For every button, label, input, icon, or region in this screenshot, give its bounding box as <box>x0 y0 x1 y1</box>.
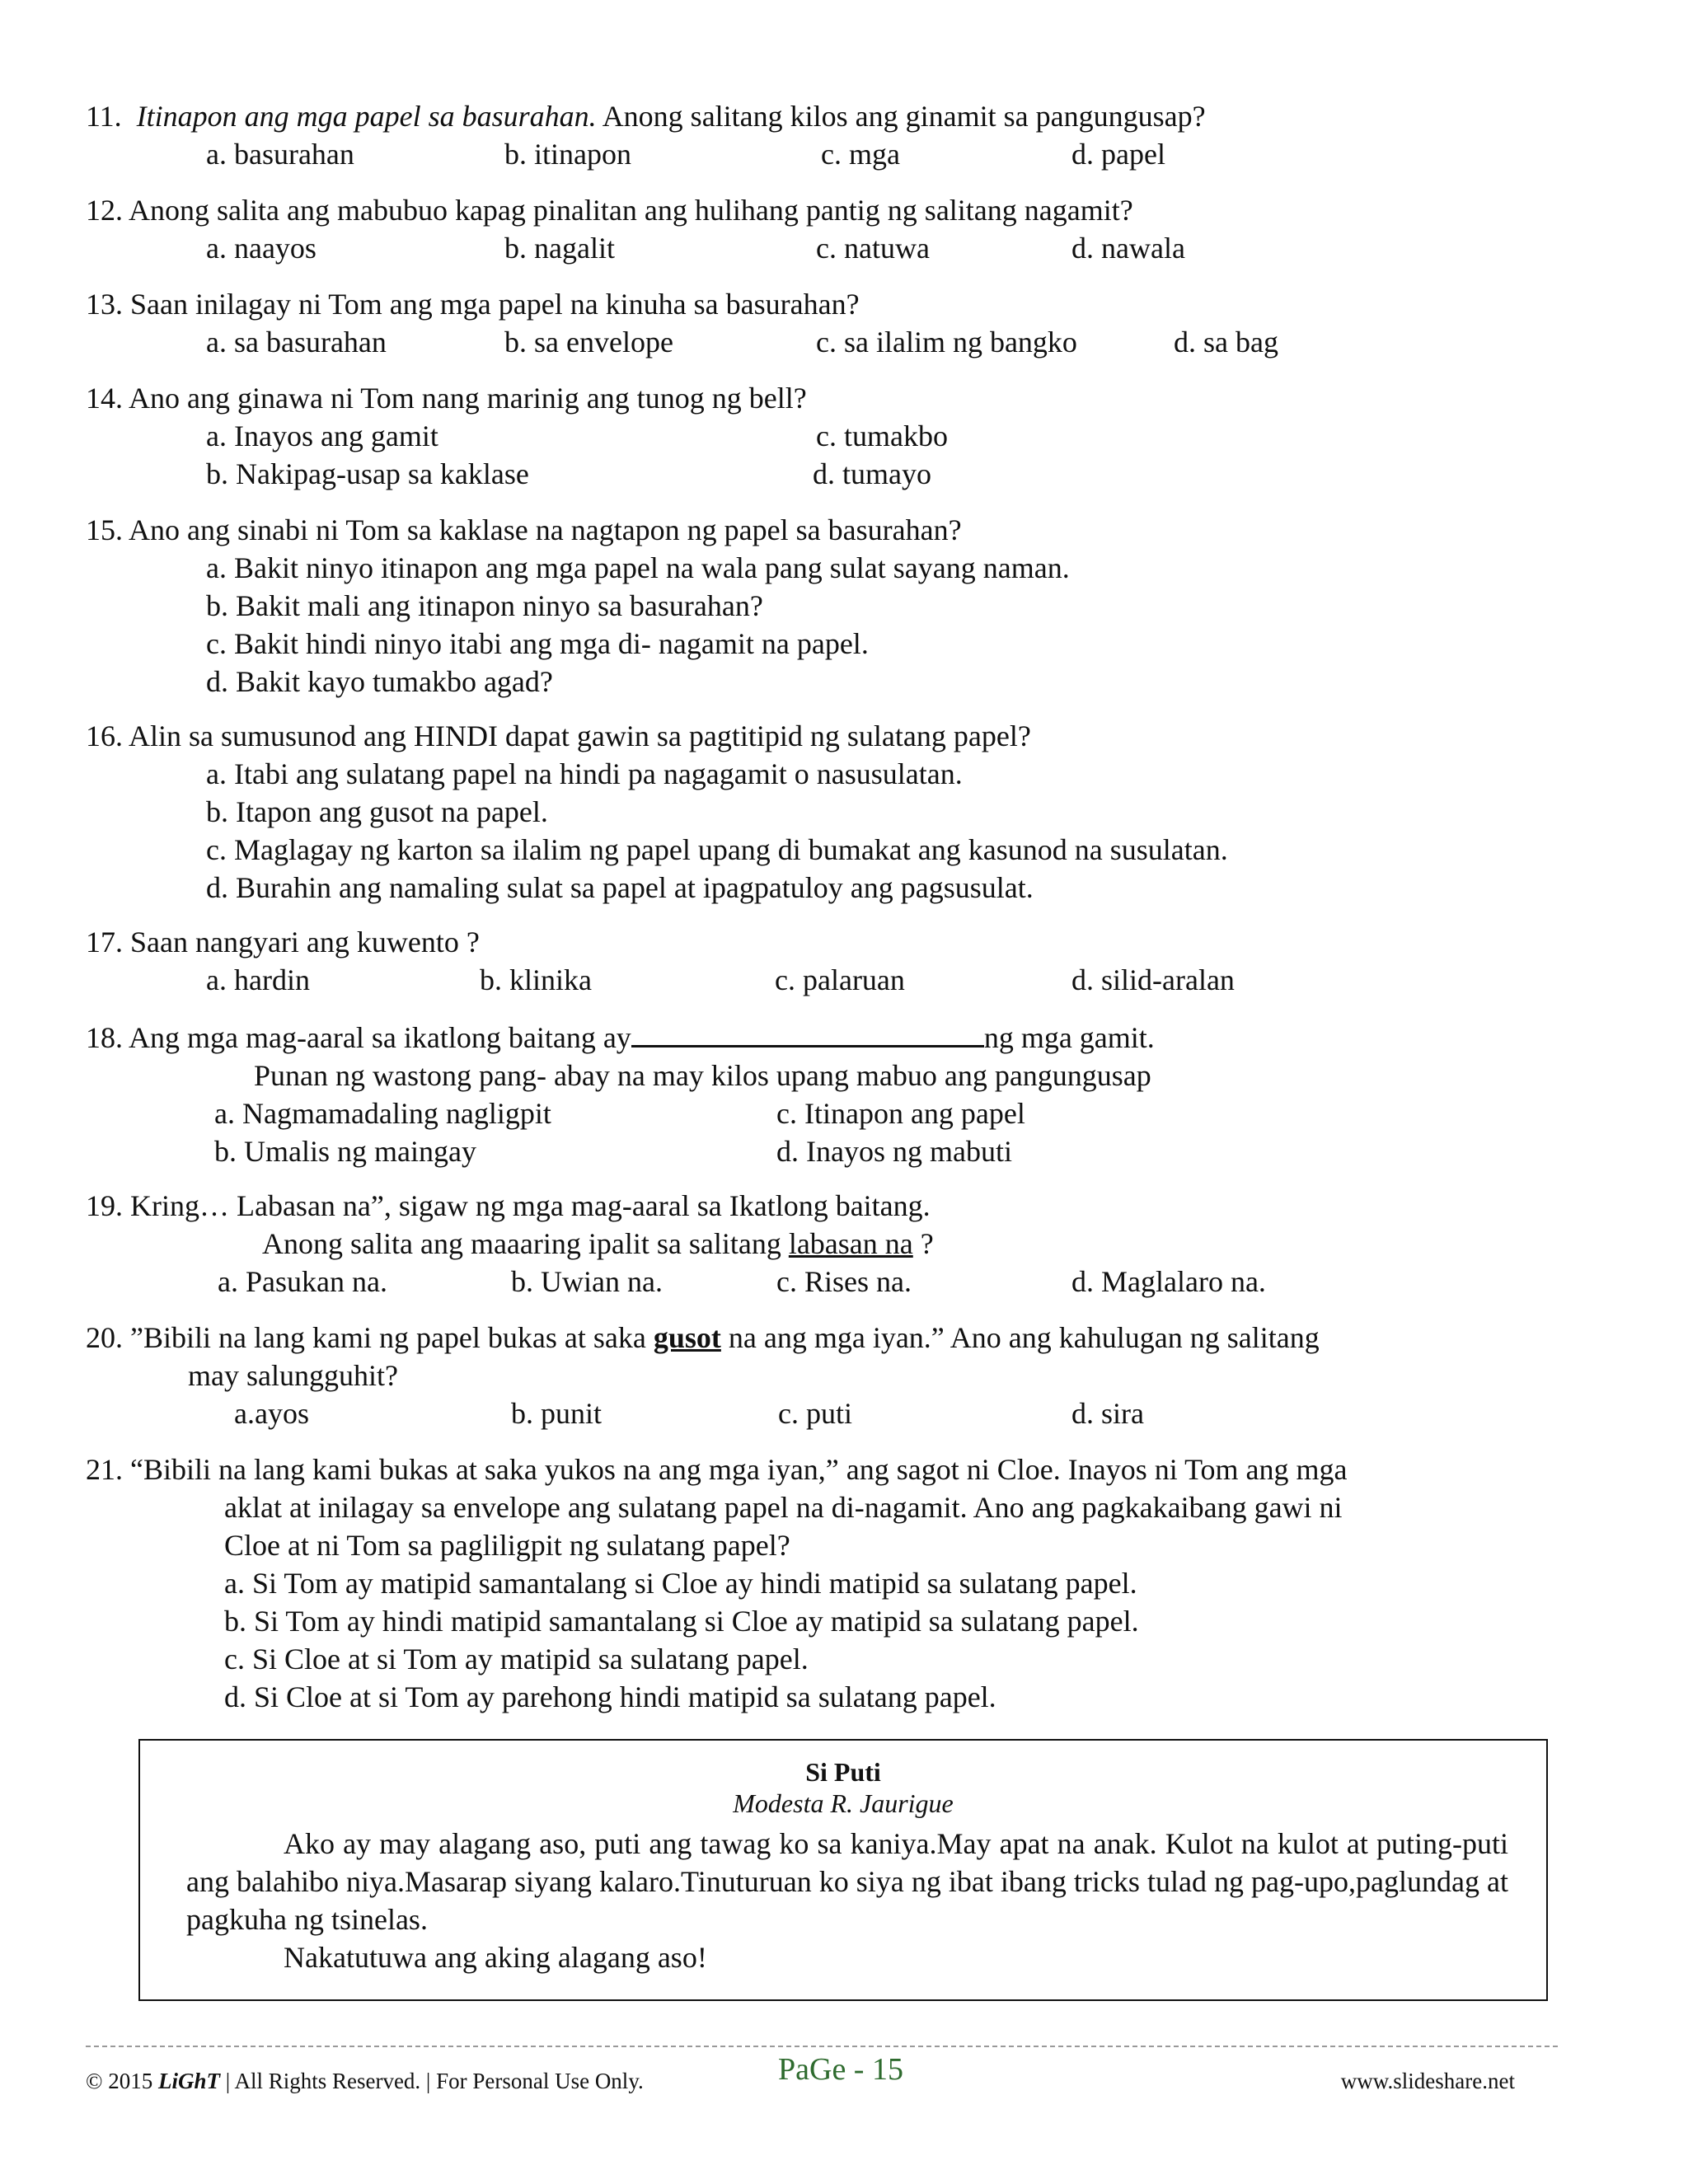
choice-d: d. Maglalaro na. <box>1071 1265 1266 1298</box>
page-number: PaGe - 15 <box>778 2052 903 2087</box>
choice-a: a. Itabi ang sulatang papel na hindi pa nagagamit o nasusulatan. <box>206 757 963 790</box>
question-stem: 19. Kring… Labasan na”, sigaw ng mga mag-aaral sa Ikatlong baitang. <box>86 1189 931 1222</box>
choice-a: a. Nagmamadaling nagligpit <box>214 1097 551 1130</box>
choice-b: b. nagalit <box>504 232 615 265</box>
question-14 <box>86 379 1611 493</box>
footer-copyright: © 2015 LiGhT | All Rights Reserved. | For Personal Use Only. <box>86 2069 644 2093</box>
story-body <box>186 1825 1508 1976</box>
question-stem: 20. ”Bibili na lang kami ng papel bukas at saka gusot na ang mga iyan.” Ano ang kahulugan ng salitang <box>86 1321 1320 1354</box>
story-box <box>138 1739 1548 2001</box>
question-stem: 17. Saan nangyari ang kuwento ? <box>86 926 480 958</box>
choice-b: b. Si Tom ay hindi matipid samantalang si Cloe ay matipid sa sulatang papel. <box>224 1605 1139 1638</box>
choice-a: a. Pasukan na. <box>218 1265 387 1298</box>
question-19 <box>86 1187 1611 1301</box>
choice-d: d. nawala <box>1071 232 1185 265</box>
choice-b: b. Itapon ang gusot na papel. <box>206 795 548 828</box>
brand-name: LiGhT <box>158 2069 221 2093</box>
question-stem: 12. Anong salita ang mabubuo kapag pinalitan ang hulihang pantig ng salitang nagamit? <box>86 194 1133 227</box>
choice-b: b. itinapon <box>504 138 631 171</box>
choice-c: c. Si Cloe at si Tom ay matipid sa sulatang papel. <box>224 1643 809 1675</box>
question-20 <box>86 1319 1611 1432</box>
choice-a: a. sa basurahan <box>206 326 387 359</box>
question-16 <box>86 717 1611 907</box>
question-18 <box>86 1017 1611 1170</box>
story-paragraph: Nakatutuwa ang aking alagang aso! <box>284 1941 707 1974</box>
choice-a: a. basurahan <box>206 138 354 171</box>
question-13 <box>86 285 1611 361</box>
question-stem: 18. Ang mga mag-aaral sa ikatlong baitang ay ng mga gamit. <box>86 1017 1611 1057</box>
story-title: Si Puti <box>805 1757 881 1787</box>
choice-b: b. Bakit mali ang itinapon ninyo sa basurahan? <box>206 589 763 622</box>
underlined-word: labasan na <box>788 1227 913 1260</box>
question-stem: 16. Alin sa sumusunod ang HINDI dapat gawin sa pagtitipid ng sulatang papel? <box>86 719 1031 752</box>
choice-d: d. sira <box>1071 1397 1144 1430</box>
question-stem: 11. Itinapon ang mga papel sa basurahan. Anong salitang kilos ang ginamit sa pangungusap? <box>86 100 1206 133</box>
choices-row <box>86 323 1611 361</box>
choice-c: c. puti <box>778 1397 852 1430</box>
choice-b: b. klinika <box>480 963 592 996</box>
question-stem-continued: Cloe at ni Tom sa pagliligpit ng sulatang papel? <box>224 1529 790 1562</box>
question-stem: 14. Ano ang ginawa ni Tom nang marinig ang tunog ng bell? <box>86 382 807 415</box>
instruction: Punan ng wastong pang- abay na may kilos upang mabuo ang pangungusap <box>254 1059 1151 1092</box>
footer-website: www.slideshare.net <box>1340 2069 1515 2093</box>
choices-row <box>86 135 1611 173</box>
fill-in-blank <box>631 1017 984 1047</box>
copyright-icon: © <box>86 2069 103 2093</box>
question-21 <box>86 1451 1611 1716</box>
choices-row <box>86 1394 1611 1432</box>
choices-row <box>86 455 1611 493</box>
question-stem-continued: aklat at inilagay sa envelope ang sulatang papel na di-nagamit. Ano ang pagkakaibang gawi ni <box>224 1491 1343 1524</box>
choice-a: a.ayos <box>234 1397 309 1430</box>
story-author: Modesta R. Jaurigue <box>733 1788 954 1818</box>
choices-row <box>86 1094 1611 1132</box>
choices-row <box>86 1263 1611 1301</box>
choices-row <box>86 1132 1611 1170</box>
choice-a: a. Si Tom ay matipid samantalang si Cloe ay hindi matipid sa sulatang papel. <box>224 1567 1137 1600</box>
question-17 <box>86 923 1611 999</box>
question-stem: 15. Ano ang sinabi ni Tom sa kaklase na nagtapon ng papel sa basurahan? <box>86 513 962 546</box>
prompt: Anong salita ang maaaring ipalit sa salitang labasan na ? <box>262 1227 934 1260</box>
choice-b: b. Nakipag-usap sa kaklase <box>206 457 529 490</box>
choices-row <box>86 417 1611 455</box>
choices-row <box>86 229 1611 267</box>
choice-c: c. Maglagay ng karton sa ilalim ng papel upang di bumakat ang kasunod na susulatan. <box>206 833 1228 866</box>
choices-row <box>86 961 1611 999</box>
choice-a: a. Inayos ang gamit <box>206 419 438 452</box>
choice-d: d. Burahin ang namaling sulat sa papel at ipagpatuloy ang pagsusulat. <box>206 871 1034 904</box>
choice-c: c. sa ilalim ng bangko <box>816 326 1077 359</box>
underlined-word: gusot <box>653 1321 721 1354</box>
choice-c: c. Itinapon ang papel <box>776 1097 1025 1130</box>
quoted-sentence: Itinapon ang mga papel sa basurahan. <box>136 100 597 133</box>
choice-c: c. Rises na. <box>776 1265 912 1298</box>
choice-b: b. sa envelope <box>504 326 673 359</box>
choice-c: c. tumakbo <box>816 419 948 452</box>
choice-d: d. sa bag <box>1174 326 1278 359</box>
choice-d: d. tumayo <box>813 457 931 490</box>
choice-c: c. Bakit hindi ninyo itabi ang mga di- nagamit na papel. <box>206 627 869 660</box>
choice-a: a. naayos <box>206 232 316 265</box>
choice-d: d. papel <box>1071 138 1165 171</box>
story-paragraph: Ako ay may alagang aso, puti ang tawag ko sa kaniya.May apat na anak. Kulot na kulot at puting-puti ang balahibo niya.Masarap siyang kalaro.Tinuturuan ko siya ng ibat ibang tricks tulad ng pag-upo,paglundag at pagkuha ng tsinelas. <box>186 1827 1508 1936</box>
question-stem: 13. Saan inilagay ni Tom ang mga papel na kinuha sa basurahan? <box>86 288 860 321</box>
question-15 <box>86 511 1611 701</box>
choice-b: b. Umalis ng maingay <box>214 1135 476 1168</box>
choice-d: d. Si Cloe at si Tom ay parehong hindi matipid sa sulatang papel. <box>224 1680 996 1713</box>
choice-b: b. Uwian na. <box>511 1265 663 1298</box>
question-stem: 21. “Bibili na lang kami bukas at saka yukos na ang mga iyan,” ang sagot ni Cloe. Inayos ni Tom ang mga <box>86 1453 1348 1486</box>
choice-d: d. silid-aralan <box>1071 963 1235 996</box>
choice-c: c. natuwa <box>816 232 930 265</box>
question-12 <box>86 191 1611 267</box>
choice-b: b. punit <box>511 1397 603 1430</box>
choice-a: a. Bakit ninyo itinapon ang mga papel na wala pang sulat sayang naman. <box>206 551 1070 584</box>
question-stem-continued: may salungguhit? <box>188 1359 398 1392</box>
question-11 <box>86 97 1611 173</box>
footer-divider <box>86 2046 1558 2047</box>
choice-a: a. hardin <box>206 963 310 996</box>
choice-c: c. mga <box>821 138 900 171</box>
choice-c: c. palaruan <box>775 963 905 996</box>
choice-d: d. Inayos ng mabuti <box>776 1135 1012 1168</box>
choice-d: d. Bakit kayo tumakbo agad? <box>206 665 553 698</box>
question-text: Anong salitang kilos ang ginamit sa pangungusap? <box>602 100 1206 133</box>
